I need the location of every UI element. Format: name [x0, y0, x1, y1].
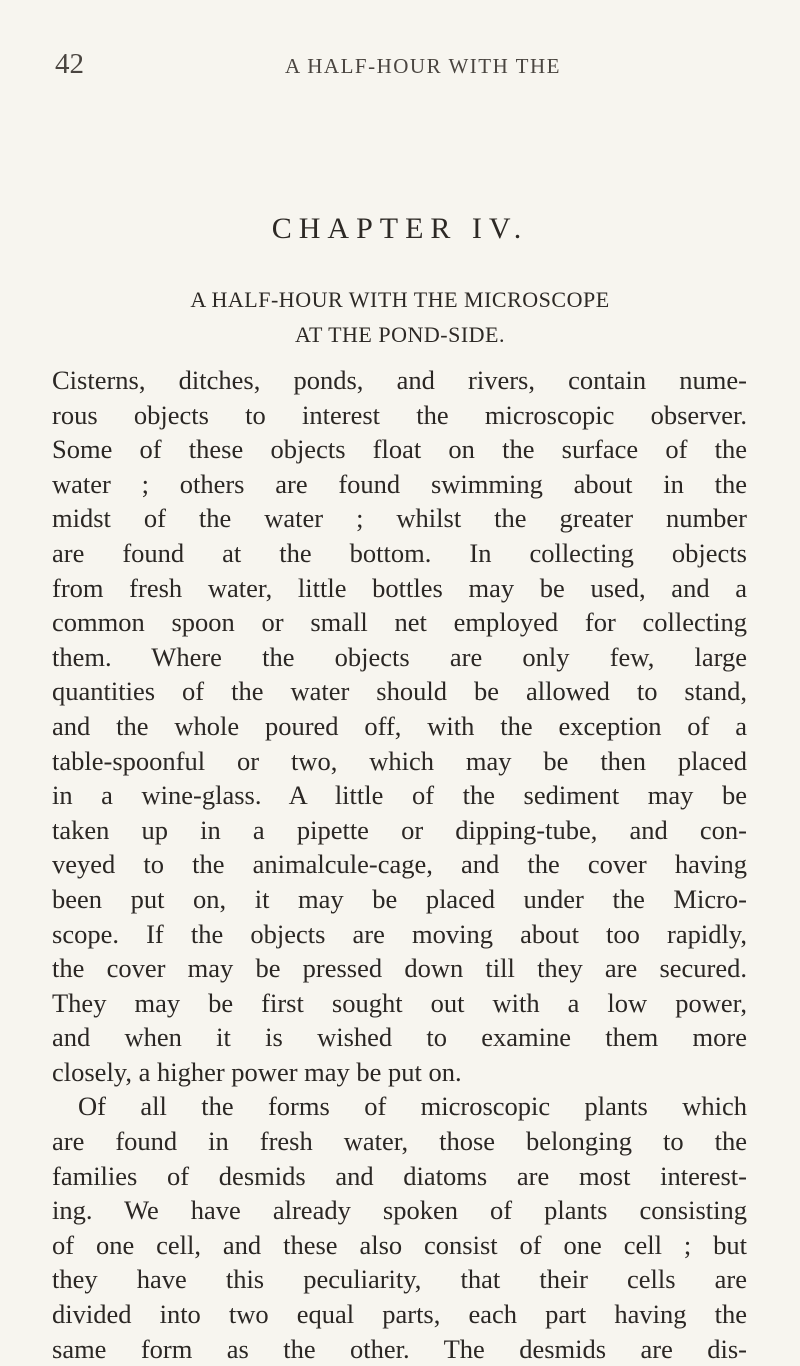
running-title: A HALF-HOUR WITH THE	[285, 54, 561, 78]
text-line: common spoon or small net employed for collecting	[52, 607, 747, 638]
body-text	[52, 363, 747, 1366]
text-line: closely, a higher power may be put on.	[52, 1056, 462, 1087]
text-line: are found in fresh water, those belonging to the	[52, 1126, 747, 1157]
text-line: of one cell, and these also consist of one cell ; but	[52, 1229, 747, 1260]
text-line: quantities of the water should be allowed to stand,	[52, 676, 747, 707]
text-line: ing. We have already spoken of plants consisting	[52, 1195, 747, 1226]
text-line: midst of the water ; whilst the greater number	[52, 503, 747, 534]
text-line: Some of these objects float on the surface of the	[52, 434, 747, 465]
text-line: they have this peculiarity, that their cells are	[52, 1264, 747, 1295]
text-line: the cover may be pressed down till they are secured.	[52, 953, 747, 984]
text-line: families of desmids and diatoms are most interest-	[52, 1160, 747, 1191]
text-line: been put on, it may be placed under the Micro-	[52, 883, 747, 914]
text-line: They may be first sought out with a low power,	[52, 987, 747, 1018]
text-line: veyed to the animalcule-cage, and the cover having	[52, 849, 747, 880]
text-line: and when it is wished to examine them more	[52, 1022, 747, 1053]
text-line: taken up in a pipette or dipping-tube, and con-	[52, 814, 747, 845]
chapter-subtitle-line-1: A HALF-HOUR WITH THE MICROSCOPE	[190, 287, 610, 312]
text-line: Cisterns, ditches, ponds, and rivers, contain nume-	[52, 365, 747, 395]
text-line: and the whole poured off, with the exception of a	[52, 710, 747, 741]
text-line: from fresh water, little bottles may be used, and a	[52, 572, 747, 603]
chapter-heading: CHAPTER IV.	[271, 212, 529, 245]
running-head	[55, 48, 760, 82]
page-number: 42	[55, 48, 84, 80]
chapter-subtitle-line-2: AT THE POND-SIDE.	[295, 322, 505, 347]
text-line: table-spoonful or two, which may be then placed	[52, 745, 747, 776]
text-line: rous objects to interest the microscopic observer.	[52, 399, 747, 430]
text-line: them. Where the objects are only few, large	[52, 641, 747, 672]
text-line: in a wine-glass. A little of the sediment may be	[52, 780, 747, 811]
text-line: same form as the other. The desmids are dis-	[52, 1333, 747, 1364]
text-line: water ; others are found swimming about in the	[52, 468, 747, 499]
text-line: Of all the forms of microscopic plants which	[78, 1091, 747, 1122]
text-line: scope. If the objects are moving about too rapidly,	[52, 918, 747, 949]
text-line: divided into two equal parts, each part having the	[52, 1299, 747, 1330]
text-line: are found at the bottom. In collecting objects	[52, 537, 747, 568]
